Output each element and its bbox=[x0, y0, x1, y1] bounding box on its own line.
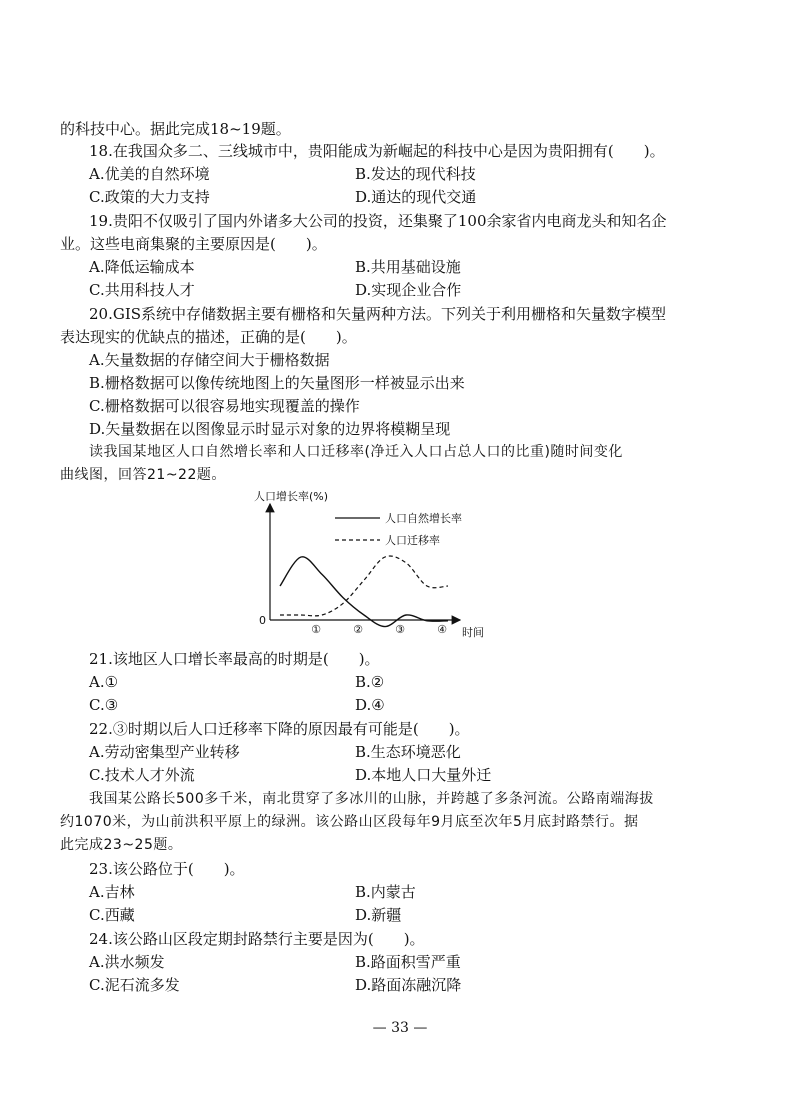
intro2-line1: 读我国某地区人口自然增长率和人口迁移率(净迁入人口占总人口的比重)随时间变化 bbox=[89, 444, 623, 460]
q20-option-b: B.栅格数据可以像传统地图上的矢量图形一样被显示出来 bbox=[89, 374, 465, 392]
intro2-line2: 曲线图，回答21~22题。 bbox=[60, 467, 226, 483]
q20-option-c: C.栅格数据可以很容易地实现覆盖的操作 bbox=[89, 397, 360, 415]
q20-stem-line2: 表达现实的优缺点的描述，正确的是( )。 bbox=[60, 328, 357, 346]
q19-option-a: A.降低运输成本 bbox=[89, 258, 195, 276]
period-tick-label: ② bbox=[353, 623, 363, 636]
q21-option-b: B.② bbox=[355, 673, 385, 691]
q21-option-c: C.③ bbox=[89, 696, 119, 714]
intro3-line3: 此完成23~25题。 bbox=[60, 837, 183, 853]
q21-option-a: A.① bbox=[89, 673, 119, 691]
q20-stem-line1: 20.GIS系统中存储数据主要有栅格和矢量两种方法。下列关于利用栅格和矢量数字模型 bbox=[89, 305, 667, 323]
period-tick-label: ① bbox=[311, 623, 321, 636]
page-number: — 33 — bbox=[372, 1020, 428, 1036]
q22-option-d: D.本地人口大量外迁 bbox=[355, 766, 492, 784]
q18-option-c: C.政策的大力支持 bbox=[89, 188, 210, 206]
q24-option-d: D.路面冻融沉降 bbox=[355, 976, 462, 994]
series-migration-line bbox=[280, 556, 448, 616]
y-axis-label: 人口增长率(%) bbox=[254, 490, 329, 503]
q23-option-b: B.内蒙古 bbox=[355, 883, 416, 901]
q21-option-d: D.④ bbox=[355, 696, 385, 714]
legend-solid-label: 人口自然增长率 bbox=[385, 512, 462, 525]
q19-option-d: D.实现企业合作 bbox=[355, 281, 462, 299]
q19-option-c: C.共用科技人才 bbox=[89, 281, 195, 299]
q18-stem: 18.在我国众多二、三线城市中，贵阳能成为新崛起的科技中心是因为贵阳拥有( )。 bbox=[89, 142, 665, 160]
q19-stem-line2: 业。这些电商集聚的主要原因是( )。 bbox=[60, 235, 327, 253]
q24-option-b: B.路面积雪严重 bbox=[355, 953, 461, 971]
origin-label: 0 bbox=[259, 614, 266, 627]
intro3-line2: 约1070米，为山前洪积平原上的绿洲。该公路山区段每年9月底至次年5月底封路禁行。据 bbox=[60, 814, 639, 830]
q23-stem: 23.该公路位于( )。 bbox=[89, 860, 245, 878]
q20-option-a: A.矢量数据的存储空间大于栅格数据 bbox=[89, 351, 330, 369]
intro3-line1: 我国某公路长500多千米，南北贯穿了多冰川的山脉，并跨越了多条河流。公路南端海拔 bbox=[89, 791, 654, 807]
series-natural-growth-line bbox=[280, 557, 448, 627]
x-axis-label: 时间 bbox=[462, 626, 484, 639]
q18-option-b: B.发达的现代科技 bbox=[355, 165, 476, 183]
q22-option-b: B.生态环境恶化 bbox=[355, 743, 461, 761]
q18-option-a: A.优美的自然环境 bbox=[89, 165, 210, 183]
period-tick-label: ③ bbox=[395, 623, 405, 636]
q19-option-b: B.共用基础设施 bbox=[355, 258, 461, 276]
q24-option-a: A.洪水频发 bbox=[89, 953, 165, 971]
q24-stem: 24.该公路山区段定期封路禁行主要是因为( )。 bbox=[89, 930, 425, 948]
q23-option-c: C.西藏 bbox=[89, 906, 135, 924]
intro-tail: 的科技中心。据此完成18~19题。 bbox=[60, 120, 291, 138]
q18-option-d: D.通达的现代交通 bbox=[355, 188, 477, 206]
q22-stem: 22.③时期以后人口迁移率下降的原因最有可能是( )。 bbox=[89, 720, 470, 738]
q22-option-c: C.技术人才外流 bbox=[89, 766, 195, 784]
q19-stem-line1: 19.贵阳不仅吸引了国内外诸多大公司的投资，还集聚了100余家省内电商龙头和知名企 bbox=[89, 212, 667, 230]
legend-dashed-label: 人口迁移率 bbox=[385, 534, 440, 547]
population-chart bbox=[240, 486, 500, 648]
q21-stem: 21.该地区人口增长率最高的时期是( )。 bbox=[89, 650, 380, 668]
q23-option-d: D.新疆 bbox=[355, 906, 402, 924]
q23-option-a: A.吉林 bbox=[89, 883, 135, 901]
period-tick-label: ④ bbox=[437, 623, 447, 636]
q24-option-c: C.泥石流多发 bbox=[89, 976, 180, 994]
q20-option-d: D.矢量数据在以图像显示时显示对象的边界将模糊呈现 bbox=[89, 420, 451, 438]
q22-option-a: A.劳动密集型产业转移 bbox=[89, 743, 240, 761]
